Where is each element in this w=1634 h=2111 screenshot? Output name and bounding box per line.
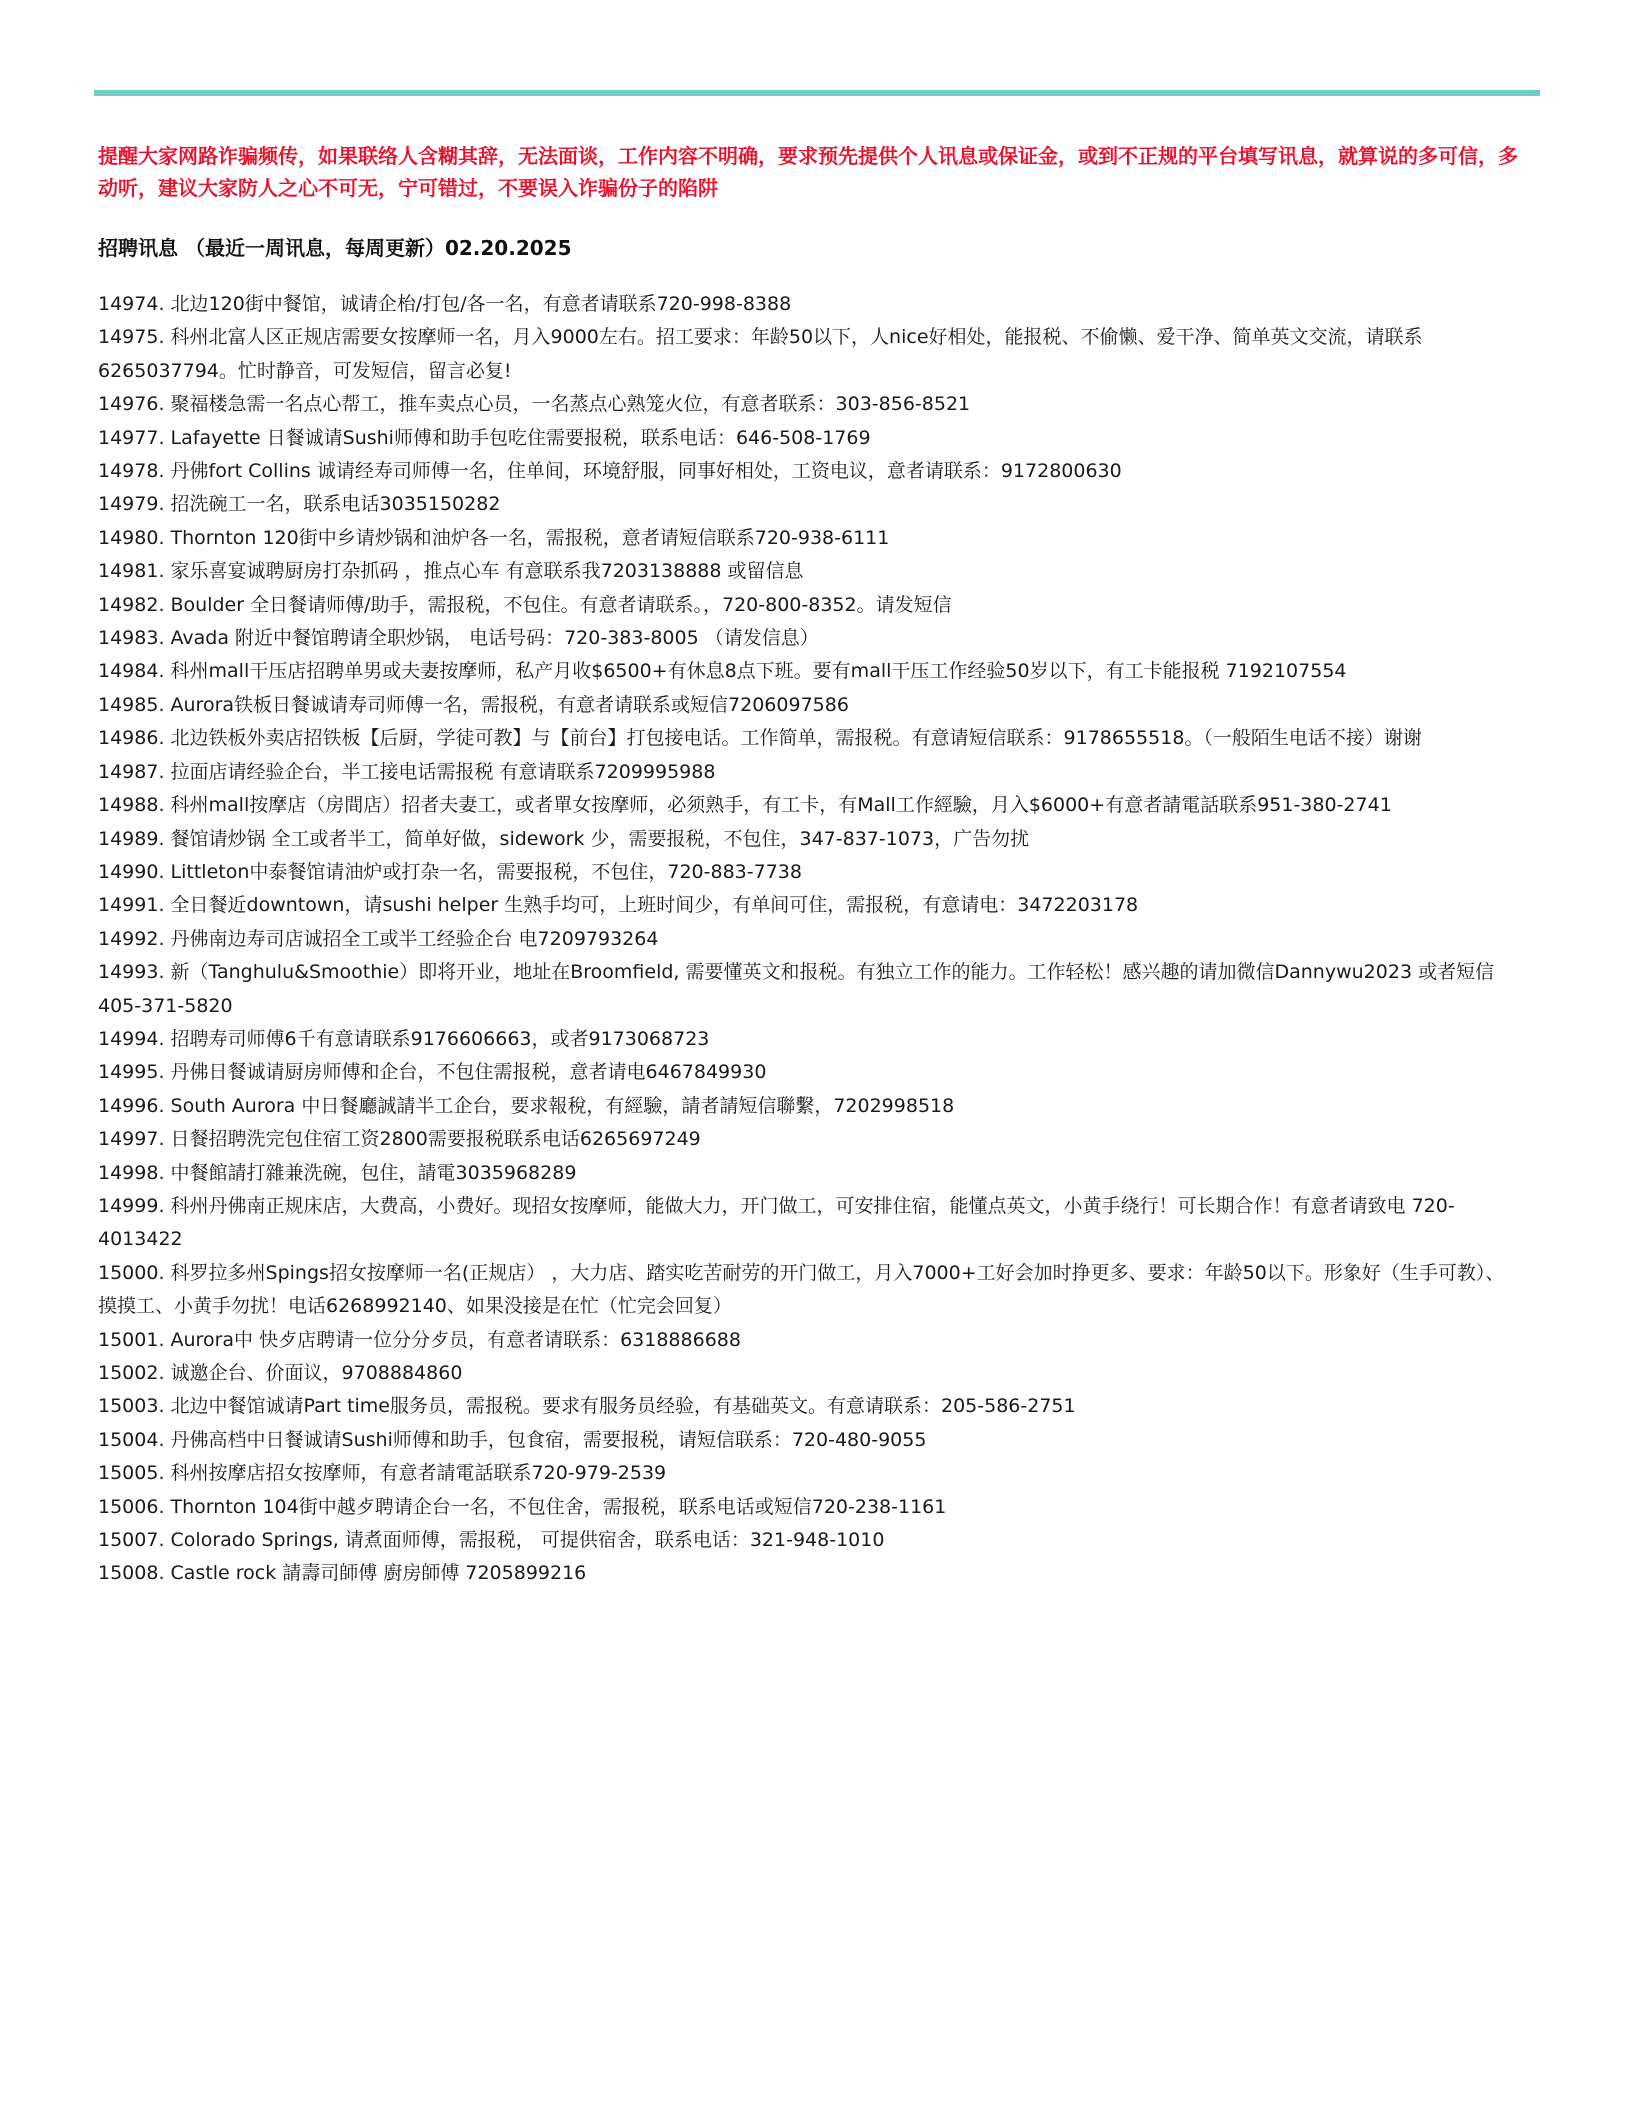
job-listing-item: 14989. 餐馆请炒锅 全工或者半工，简单好做，sidework 少，需要报税，不包住，347-837-1073，广告勿扰: [98, 827, 1030, 850]
job-listing-item: 14985. Aurora铁板日餐诚请寿司师傅一名，需报税，有意者请联系或短信7206097586: [98, 693, 849, 716]
job-listing-item: 14974. 北边120街中餐馆，诚请企枱/打包/各一名，有意者请联系720-998-8388: [98, 293, 792, 315]
listings-heading: 招聘讯息 （最近一周讯息，每周更新）02.20.2025: [98, 236, 572, 260]
job-listing-item: 14983. Avada 附近中餐馆聘请全职炒锅， 电话号码：720-383-8005 （请发信息）: [98, 627, 819, 650]
job-listings: [98, 288, 1518, 1591]
job-listing-item: 14975. 科州北富人区正规店需要女按摩师一名，月入9000左右。招工要求：年龄50以下，人nice好相处，能报税、不偷懒、爱干净、简单英文交流，请联系6265037794。忙时静音，可发短信，留言必复!: [98, 326, 1423, 382]
job-listing-item: 15002. 诚邀企台、价面议，9708884860: [98, 1362, 463, 1384]
scam-warning-notice: 提醒大家网路诈骗频传，如果联络人含糊其辞，无法面谈，工作内容不明确，要求预先提供个人讯息或保证金，或到不正规的平台填写讯息，就算说的多可信，多动听，建议大家防人之心不可无，宁可错过，不要误入诈骗份子的陷阱: [98, 144, 1518, 200]
job-listing-item: 14982. Boulder 全日餐请师傅/助手，需报税，不包住。有意者请联系。，720-800-8352。请发短信: [98, 593, 952, 616]
job-listing-item: 14999. 科州丹佛南正规床店，大费高，小费好。现招女按摩师，能做大力，开门做工，可安排住宿，能懂点英文，小黄手绕行！可长期合作！有意者请致电 720-4013422: [98, 1194, 1455, 1251]
job-listing-item: 14978. 丹佛fort Collins 诚请经寿司师傅一名，住单间，环境舒服，同事好相处，工资电议，意者请联系：9172800630: [98, 460, 1122, 483]
job-listing-item: 15005. 科州按摩店招女按摩师，有意者請電話联系720-979-2539: [98, 1462, 667, 1485]
top-divider: [94, 90, 1540, 96]
job-listing-item: 14988. 科州mall按摩店（房間店）招者夫妻工，或者單女按摩师，必须熟手，有工卡，有Mall工作經驗，月入$6000+有意者請電話联系951-380-2741: [98, 794, 1392, 817]
job-listing-item: 14979. 招洗碗工一名，联系电话3035150282: [98, 493, 501, 516]
job-listing-item: 15001. Aurora中 快歺店聘请一位分分歺员，有意者请联系：6318886688: [98, 1328, 741, 1351]
job-listing-item: 14994. 招聘寿司师傅6千有意请联系9176606663，或者9173068723: [98, 1027, 710, 1050]
job-listing-item: 15007. Colorado Springs, 请煮面师傅，需报税， 可提供宿舍，联系电话：321-948-1010: [98, 1529, 885, 1552]
job-listing-item: 15003. 北边中餐馆诚请Part time服务员，需报税。要求有服务员经验，有基础英文。有意请联系：205-586-2751: [98, 1395, 1076, 1418]
job-listing-item: 15004. 丹佛高档中日餐诚请Sushi师傅和助手，包食宿，需要报税，请短信联系：720-480-9055: [98, 1428, 927, 1451]
job-listing-item: 15008. Castle rock 請壽司師傅 廚房師傅 7205899216: [98, 1562, 587, 1585]
job-listing-item: 14997. 日餐招聘洗完包住宿工资2800需要报税联系电话6265697249: [98, 1128, 701, 1151]
job-listing-item: 14998. 中餐館請打雜兼洗碗，包住，請電3035968289: [98, 1161, 577, 1184]
job-listing-item: 14984. 科州mall干压店招聘单男或夫妻按摩师，私产月收$6500+有休息8点下班。要有mall干压工作经验50岁以下，有工卡能报税 7192107554: [98, 660, 1347, 683]
job-listing-item: 15006. Thornton 104街中越歺聘请企台一名，不包住舍，需报税，联系电话或短信720-238-1161: [98, 1495, 947, 1518]
job-listing-item: 14976. 聚福楼急需一名点心帮工，推车卖点心员，一名蒸点心熟笼火位，有意者联系：303-856-8521: [98, 393, 971, 416]
job-listing-item: 14986. 北边铁板外卖店招铁板【后厨，学徒可教】与【前台】打包接电话。工作简单，需报税。有意请短信联系：9178655518。（一般陌生电话不接）谢谢: [98, 727, 1422, 750]
job-listing-item: 14980. Thornton 120街中乡请炒锅和油炉各一名，需报税，意者请短信联系720-938-6111: [98, 526, 890, 549]
job-listing-item: 14993. 新（Tanghulu&Smoothie）即将开业，地址在Broomfield, 需要懂英文和报税。有独立工作的能力。工作轻松！感兴趣的请加微信Dannywu2023 或者短信405-371-5820: [98, 961, 1495, 1017]
job-listing-item: 14995. 丹佛日餐诚请厨房师傅和企台，不包住需报税，意者请电6467849930: [98, 1061, 767, 1084]
job-listing-item: 14987. 拉面店请经验企台，半工接电话需报税 有意请联系7209995988: [98, 760, 716, 783]
job-listing-item: 14990. Littleton中泰餐馆请油炉或打杂一名，需要报税，不包住，720-883-7738: [98, 860, 802, 883]
job-listing-item: 14996. South Aurora 中日餐廳誠請半工企台，要求報稅，有經驗，請者請短信聯繫，7202998518: [98, 1094, 955, 1117]
job-listing-item: 14977. Lafayette 日餐诚请Sushi师傅和助手包吃住需要报税，联系电话：646-508-1769: [98, 426, 871, 449]
job-listing-item: 15000. 科罗拉多州Spings招女按摩师一名(正规店） ，大力店、踏实吃苦耐劳的开门做工，月入7000+工好会加时挣更多、要求：年龄50以下。形象好（生手可教）、摸摸工、小黄手勿扰！电话6268992140、如果没接是在忙（忙完会回复）: [98, 1261, 1505, 1318]
job-listing-item: 14991. 全日餐近downtown，请sushi helper 生熟手均可，上班时间少，有单间可住，需报税，有意请电：3472203178: [98, 894, 1139, 917]
job-listing-item: 14981. 家乐喜宴诚聘厨房打杂抓码 ，推点心车 有意联系我7203138888 或留信息: [98, 560, 804, 583]
job-listing-item: 14992. 丹佛南边寿司店诚招全工或半工经验企台 电7209793264: [98, 927, 659, 950]
